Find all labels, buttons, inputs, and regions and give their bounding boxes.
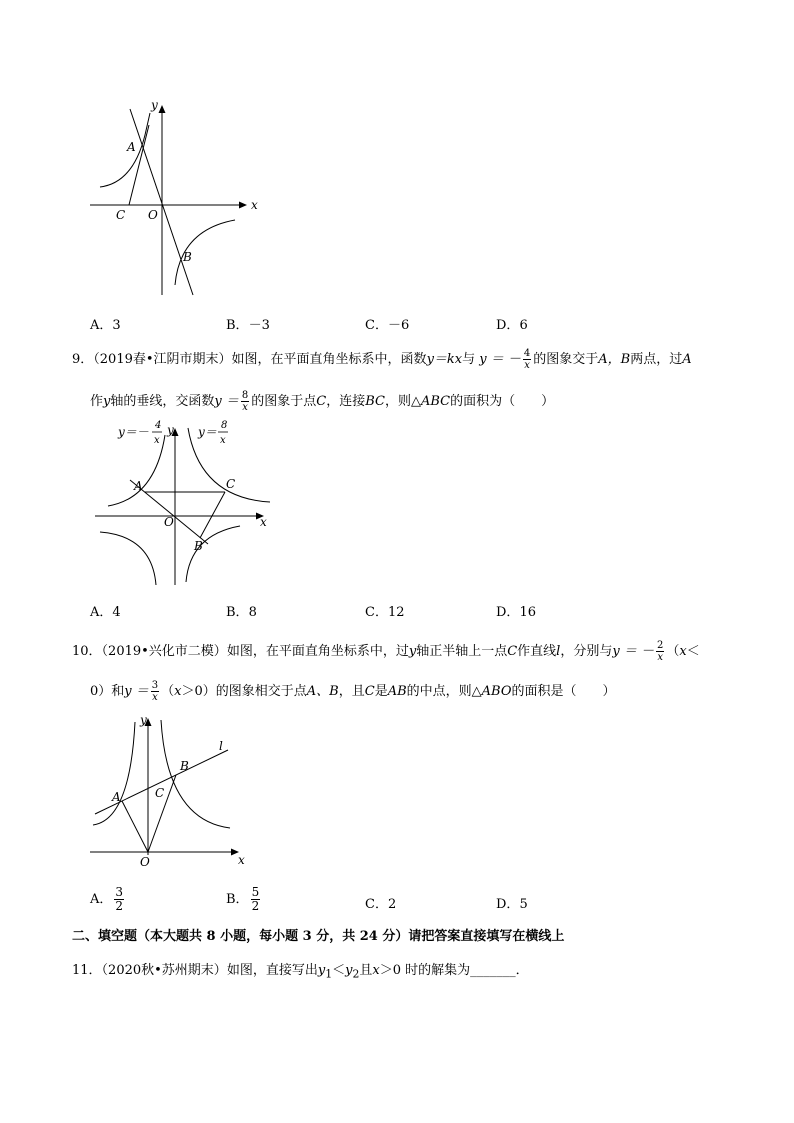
q8-label-b: B [183, 250, 192, 264]
q10-figure [85, 710, 265, 870]
q9-label-a: A [134, 479, 143, 493]
q10-label-l: l [219, 739, 223, 753]
q10-option-b[interactable]: B． $\frac{5}{2}$ [226, 885, 260, 913]
section-2-heading: 二、填空题（本大题共 8 小题，每小题 3 分，共 24 分）请把答案直接填写在横线上 [72, 929, 565, 944]
q9-label-c: C [226, 477, 236, 491]
q9-fraction-4-over-x: $\frac{4}{x}$ [523, 348, 531, 371]
q9-label-o: O [164, 515, 174, 529]
q10-label-x: x [238, 853, 245, 867]
q8-label-y: y [151, 98, 158, 112]
q8-option-b[interactable]: B．－3 [226, 318, 270, 333]
q10-option-d[interactable]: D．5 [496, 897, 528, 912]
q10-option-c[interactable]: C．2 [365, 897, 397, 912]
q8-label-o: O [148, 208, 158, 222]
q9-fig-left-den: x [154, 435, 160, 446]
q8-option-c[interactable]: C．－6 [365, 318, 410, 333]
q10-label-a: A [112, 790, 121, 804]
q8-option-a[interactable]: A．3 [90, 318, 121, 333]
q10-fraction-2-over-x: $\frac{2}{x}$ [656, 640, 664, 663]
q11-line: 11．（2020秋•苏州期末）如图，直接写出$y_1<y_2$且x＞0 时的解集为_______． [72, 963, 529, 981]
q8-label-x: x [251, 198, 258, 212]
q9-line-1: 9．（2019春•江阴市期末）如图，在平面直角坐标系中，函数y＝kx与 y ＝ － $\frac{4}{x}$ 的图象交于A，B两点，过A [72, 348, 692, 371]
q9-label-y: y [167, 423, 174, 437]
q11-answer-blank[interactable]: _______ [470, 963, 516, 978]
q9-option-c[interactable]: C．12 [365, 605, 405, 620]
q9-label-x: x [260, 515, 267, 529]
q9-line-2: 作y轴的垂线，交函数y ＝ $\frac{8}{x}$ 的图象于点C，连接BC，则△ABC的面积为（ ） [90, 390, 555, 413]
q9-fig-right-num: 8 [221, 420, 228, 431]
q9-option-b[interactable]: B．8 [226, 605, 257, 620]
q10-label-y: y [140, 713, 147, 727]
q10-label-b: B [180, 759, 189, 773]
q9-label-b: B [194, 539, 203, 553]
q9-fig-right-den: x [220, 435, 226, 446]
q10-line-2: 0）和y ＝ $\frac{3}{x}$ （x＞0）的图象相交于点A、B，且C是AB的中点，则△ABO的面积是（ ） [90, 680, 616, 703]
q10-label-o: O [140, 855, 150, 869]
q8-figure [85, 95, 265, 305]
q10-line-1: 10．（2019•兴化市二模）如图，在平面直角坐标系中，过y轴正半轴上一点C作直线l，分别与y ＝ － $\frac{2}{x}$ （x＜ [72, 640, 700, 663]
q8-label-a: A [127, 140, 136, 154]
q9-option-a[interactable]: A．4 [90, 605, 121, 620]
q9-fig-right-lhs: y＝ [198, 425, 217, 439]
q9-fraction-8-over-x: $\frac{8}{x}$ [241, 390, 249, 413]
q9-fig-left-num: 4 [155, 420, 162, 431]
q9-option-d[interactable]: D．16 [496, 605, 536, 620]
q8-label-c: C [116, 208, 126, 222]
q10-option-a[interactable]: A． $\frac{3}{2}$ [90, 885, 124, 913]
q8-option-d[interactable]: D．6 [496, 318, 528, 333]
q9-figure [90, 420, 280, 590]
q10-fraction-3-over-x: $\frac{3}{x}$ [151, 680, 159, 703]
q9-fig-left-lhs: y＝－ [118, 425, 149, 439]
q10-label-c: C [155, 786, 165, 800]
